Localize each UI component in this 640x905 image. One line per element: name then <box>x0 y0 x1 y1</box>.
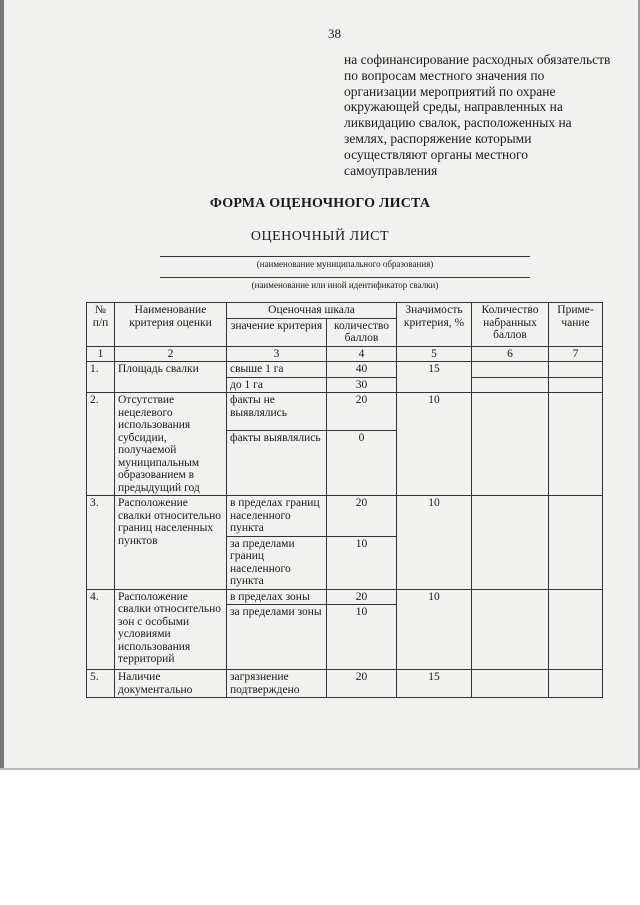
option-points: 20 <box>327 670 397 698</box>
scored-cell[interactable] <box>472 362 549 378</box>
option-points: 20 <box>327 589 397 605</box>
option-points: 20 <box>327 496 397 537</box>
header-row <box>87 303 603 319</box>
note-cell[interactable] <box>549 496 603 590</box>
header-num: № п/п <box>87 303 115 347</box>
option-points: 30 <box>327 377 397 393</box>
table-row <box>87 670 603 698</box>
header-value: значение критерия <box>227 318 327 346</box>
header-points: количество баллов <box>327 318 397 346</box>
row-weight: 15 <box>397 362 472 393</box>
row-criterion: Расположение свалки относительно зон с особыми условиями использования территорий <box>115 589 227 670</box>
option-value: за пределами зоны <box>227 605 327 670</box>
option-points: 20 <box>327 393 397 431</box>
option-points: 40 <box>327 362 397 378</box>
option-value: факты не выявлялись <box>227 393 327 431</box>
header-note: на софинансирование расходных обязательств по вопросам местного значения по организации мероприятий по охране окружающей среды, направленных на ликвидацию свалок, расположенных на землях, распоряжение которыми осуществляют органы местного самоуправления <box>344 52 611 178</box>
option-points: 0 <box>327 431 397 496</box>
municipality-caption: (наименование муниципального образования) <box>256 259 434 269</box>
row-num: 3. <box>87 496 115 590</box>
table-row <box>87 589 603 605</box>
row-criterion: Расположение свалки относительно границ населенных пунктов <box>115 496 227 590</box>
header-weight: Значимость критерия, % <box>397 303 472 347</box>
scan-edge-left <box>0 0 4 770</box>
col-number: 5 <box>397 346 472 362</box>
dump-fill-line <box>160 277 530 278</box>
row-weight: 10 <box>397 393 472 496</box>
scored-cell[interactable] <box>472 393 549 496</box>
col-number: 6 <box>472 346 549 362</box>
row-criterion: Отсутствие нецелевого использования субсидии, получаемой муниципальным образованием в предыдущий год <box>115 393 227 496</box>
header-criterion: Наименование критерия оценки <box>115 303 227 347</box>
row-num: 2. <box>87 393 115 496</box>
option-value: загрязнение подтверждено <box>227 670 327 698</box>
option-value: до 1 га <box>227 377 327 393</box>
scored-cell[interactable] <box>472 496 549 590</box>
row-num: 5. <box>87 670 115 698</box>
row-criterion: Площадь свалки <box>115 362 227 393</box>
header-note: Приме-чание <box>549 303 603 347</box>
form-title: ФОРМА ОЦЕНОЧНОГО ЛИСТА <box>209 196 431 211</box>
note-cell[interactable] <box>549 670 603 698</box>
row-num: 1. <box>87 362 115 393</box>
row-weight: 10 <box>397 496 472 590</box>
row-num: 4. <box>87 589 115 670</box>
scored-cell[interactable] <box>472 377 549 393</box>
option-value: за пределами границ населенного пункта <box>227 536 327 589</box>
col-number: 1 <box>87 346 115 362</box>
scored-cell[interactable] <box>472 670 549 698</box>
row-weight: 15 <box>397 670 472 698</box>
option-value: свыше 1 га <box>227 362 327 378</box>
table-row <box>87 362 603 378</box>
col-number: 3 <box>227 346 327 362</box>
row-weight: 10 <box>397 589 472 670</box>
scored-cell[interactable] <box>472 589 549 670</box>
header-scored: Количество набранных баллов <box>472 303 549 347</box>
table-row <box>87 393 603 431</box>
sheet-title: ОЦЕНОЧНЫЙ ЛИСТ <box>250 229 390 244</box>
note-cell[interactable] <box>549 589 603 670</box>
municipality-fill-line <box>160 256 530 257</box>
scan-edge-bottom <box>0 768 640 770</box>
option-value: в пределах зоны <box>227 589 327 605</box>
option-points: 10 <box>327 536 397 589</box>
col-number: 2 <box>115 346 227 362</box>
note-cell[interactable] <box>549 362 603 378</box>
col-number: 4 <box>327 346 397 362</box>
note-cell[interactable] <box>549 377 603 393</box>
row-criterion: Наличие документально <box>115 670 227 698</box>
option-points: 10 <box>327 605 397 670</box>
dump-caption: (наименование или иной идентификатор свалки) <box>251 280 439 290</box>
header-scale: Оценочная шкала <box>227 303 397 319</box>
table-row <box>87 496 603 537</box>
column-numbers-row <box>87 346 603 362</box>
assessment-table <box>86 302 603 698</box>
col-number: 7 <box>549 346 603 362</box>
page-number: 38 <box>328 26 341 41</box>
note-cell[interactable] <box>549 393 603 496</box>
option-value: в пределах границ населенного пункта <box>227 496 327 537</box>
option-value: факты выявлялись <box>227 431 327 496</box>
